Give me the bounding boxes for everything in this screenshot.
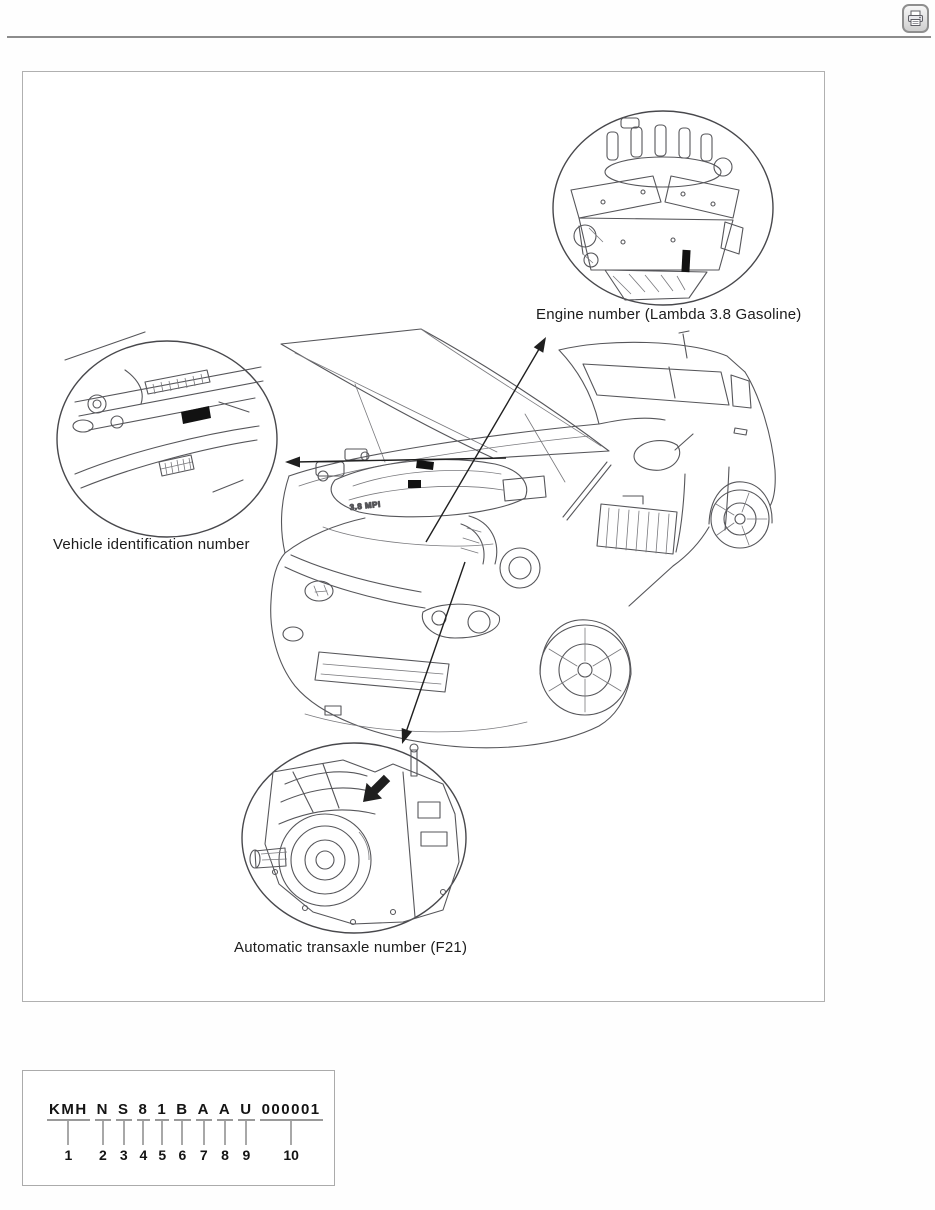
vin-segment-chars: A <box>196 1101 212 1121</box>
vin-breakdown-row <box>47 1101 323 1163</box>
vin-segment-connector <box>142 1121 144 1145</box>
vin-breakdown-panel <box>22 1070 335 1186</box>
vin-segment <box>196 1101 212 1163</box>
vin-segment-chars: 000001 <box>260 1101 323 1121</box>
vin-segment-connector <box>290 1121 292 1145</box>
engine-callout-circle <box>553 111 773 305</box>
vin-segment-connector <box>245 1121 247 1145</box>
printer-icon <box>907 10 924 27</box>
vin-segment-chars: S <box>116 1101 132 1121</box>
vin-segment-connector <box>102 1121 104 1145</box>
vin-segment-connector <box>123 1121 125 1145</box>
print-button[interactable] <box>902 4 929 33</box>
vin-segment-position: 5 <box>158 1147 167 1163</box>
vin-segment-position: 1 <box>64 1147 73 1163</box>
vin-segment-position: 7 <box>199 1147 208 1163</box>
vin-segment-chars: B <box>174 1101 190 1121</box>
vin-segment-connector <box>224 1121 226 1145</box>
vin-callout-circle <box>57 332 277 537</box>
engine-callout-arrow <box>426 334 551 542</box>
vin-segment-position: 2 <box>98 1147 107 1163</box>
vin-plate-marker <box>416 460 434 470</box>
vin-segment <box>47 1101 90 1163</box>
vin-segment <box>137 1101 151 1163</box>
vin-segment <box>260 1101 323 1163</box>
vin-segment-position: 10 <box>283 1147 299 1163</box>
transaxle-callout-circle <box>242 743 466 933</box>
engine-number-marker <box>681 250 690 272</box>
transaxle-number-label: Automatic transaxle number (F21) <box>234 939 468 956</box>
vin-segment-position: 9 <box>242 1147 251 1163</box>
header-divider <box>7 36 931 38</box>
vin-segment-position: 4 <box>139 1147 148 1163</box>
engine-cover-marker <box>408 480 421 488</box>
vin-segment <box>174 1101 190 1163</box>
vin-segment <box>116 1101 132 1163</box>
vin-segment-position: 6 <box>178 1147 187 1163</box>
vin-segment-chars: U <box>238 1101 254 1121</box>
vin-segment-connector <box>203 1121 205 1145</box>
vin-segment <box>238 1101 254 1163</box>
vehicle-identification-number-label: Vehicle identification number <box>53 536 250 553</box>
vin-segment <box>155 1101 169 1163</box>
vin-segment-chars: KMH <box>47 1101 90 1121</box>
vin-segment-chars: N <box>95 1101 111 1121</box>
vin-segment-chars: 8 <box>137 1101 151 1121</box>
vin-segment <box>95 1101 111 1163</box>
vin-segment-chars: A <box>217 1101 233 1121</box>
identification-diagram-panel <box>22 71 825 1002</box>
vin-segment-connector <box>161 1121 163 1145</box>
vin-segment-connector <box>181 1121 183 1145</box>
vin-segment-connector <box>67 1121 69 1145</box>
vin-segment-position: 8 <box>221 1147 229 1163</box>
vin-segment <box>217 1101 233 1163</box>
engine-number-label: Engine number (Lambda 3.8 Gasoline) <box>536 306 802 323</box>
engine-cover-text: 3.8 MPI <box>349 499 382 512</box>
vin-segment-position: 3 <box>119 1147 128 1163</box>
car-illustration <box>271 329 776 748</box>
vin-segment-chars: 1 <box>155 1101 169 1121</box>
